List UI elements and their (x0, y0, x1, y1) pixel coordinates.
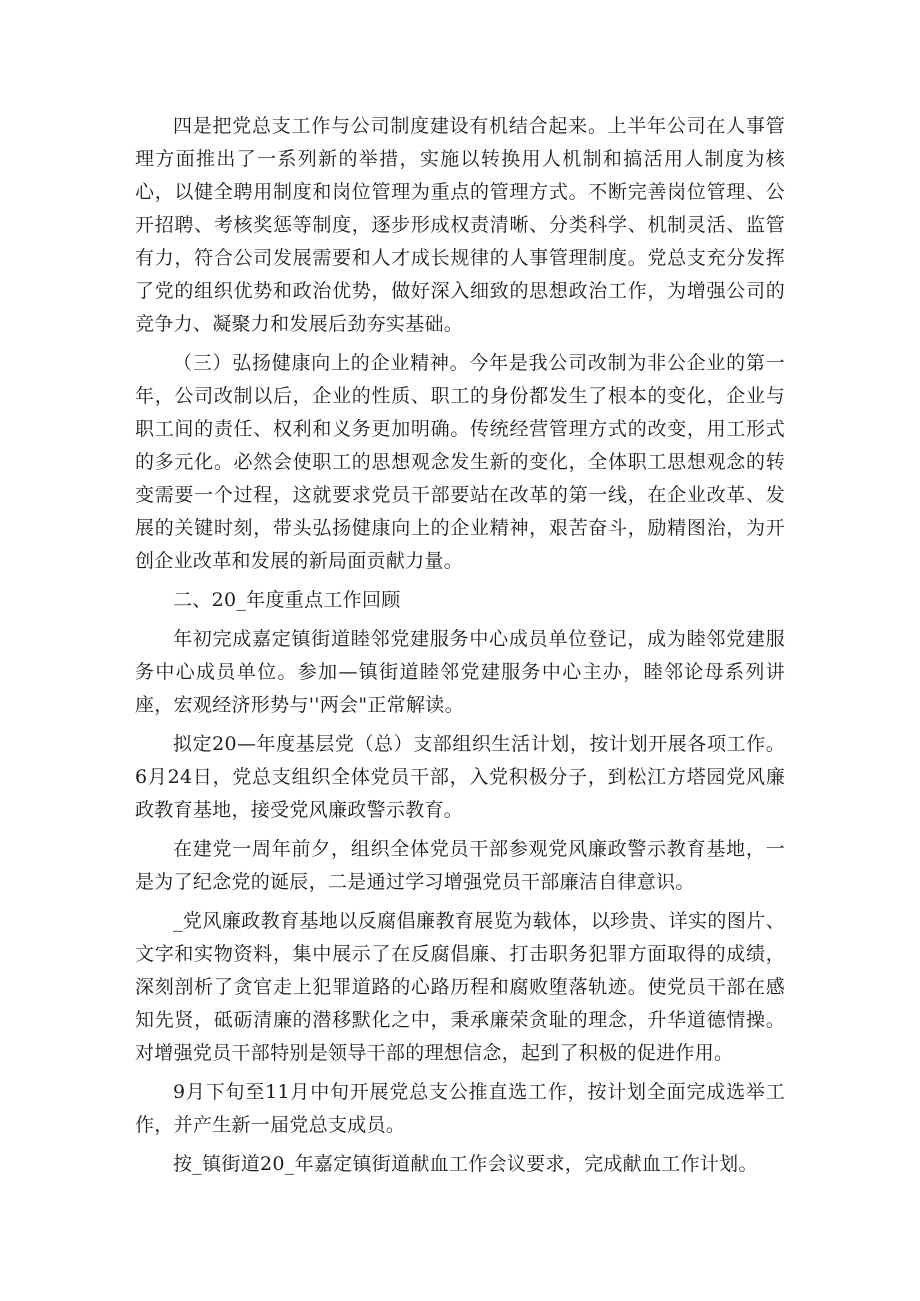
paragraph-anti-corruption-base: _党风廉政教育基地以反腐倡廉教育展览为载体，以珍贵、详实的图片、文字和实物资料，集中展示了在反腐倡廉、打击职务犯罪方面取得的成绩，深刻剖析了贪官走上犯罪道路的心路历程和腐败堕落轨迹。使党员干部在感知先贤，砥砺清廉的潜移默化之中，秉承廉荣贪耻的理念，升华道德情操。对增强党员干部特别是领导干部的理想信念，起到了积极的促进作用。 (135, 910, 785, 1064)
paragraph-election-work: 9月下旬至11月中旬开展党总支公推直选工作，按计划全面完成选举工作，并产生新一届党总支成员。 (135, 1081, 785, 1136)
paragraph-neighborhood-center: 年初完成嘉定镇街道睦邻党建服务中心成员单位登记，成为睦邻党建服务中心成员单位。参加—镇街道睦邻党建服务中心主办，睦邻论母系列讲座，宏观经济形势与''两会"正常解读。 (135, 628, 785, 716)
paragraph-blood-donation: 按_镇街道20_年嘉定镇街道献血工作会议要求，完成献血工作计划。 (173, 1153, 758, 1175)
document-page (135, 110, 785, 1181)
section-heading-annual-review: 二、20_年度重点工作回顾 (173, 589, 401, 611)
paragraph-enterprise-spirit: （三）弘扬健康向上的企业精神。今年是我公司改制为非公企业的第一年，公司改制以后，企业的性质、职工的身份都发生了根本的变化，企业与职工间的责任、权利和义务更加明确。传统经营管理方式的改变，用工形式的多元化。必然会使职工的思想观念发生新的变化，全体职工思想观念的转变需要一个过程，这就要求党员干部要站在改革的第一线，在企业改革、发展的关键时刻，带头弘扬健康向上的企业精神，艰苦奋斗，励精图治，为开创企业改革和发展的新局面贡献力量。 (135, 352, 785, 572)
paragraph-party-anniversary: 在建党一周年前夕，组织全体党员干部参观党风廉政警示教育基地，一是为了纪念党的诞辰，二是通过学习增强党员干部廉洁自律意识。 (135, 838, 785, 893)
paragraph-organization-plan: 拟定20—年度基层党（总）支部组织生活计划，按计划开展各项工作。6月24日，党总支组织全体党员干部，入党积极分子，到松江方塔园党风廉政教育基地，接受党风廉政警示教育。 (135, 733, 785, 821)
paragraph-party-system-integration: 四是把党总支工作与公司制度建设有机结合起来。上半年公司在人事管理方面推出了一系列新的举措，实施以转换用人机制和搞活用人制度为核心，以健全聘用制度和岗位管理为重点的管理方式。不断完善岗位管理、公开招聘、考核奖惩等制度，逐步形成权责清晰、分类科学、机制灵活、监管有力，符合公司发展需要和人才成长规律的人事管理制度。党总支充分发挥了党的组织优势和政治优势，做好深入细致的思想政治工作，为增强公司的竞争力、凝聚力和发展后劲夯实基础。 (135, 115, 785, 335)
